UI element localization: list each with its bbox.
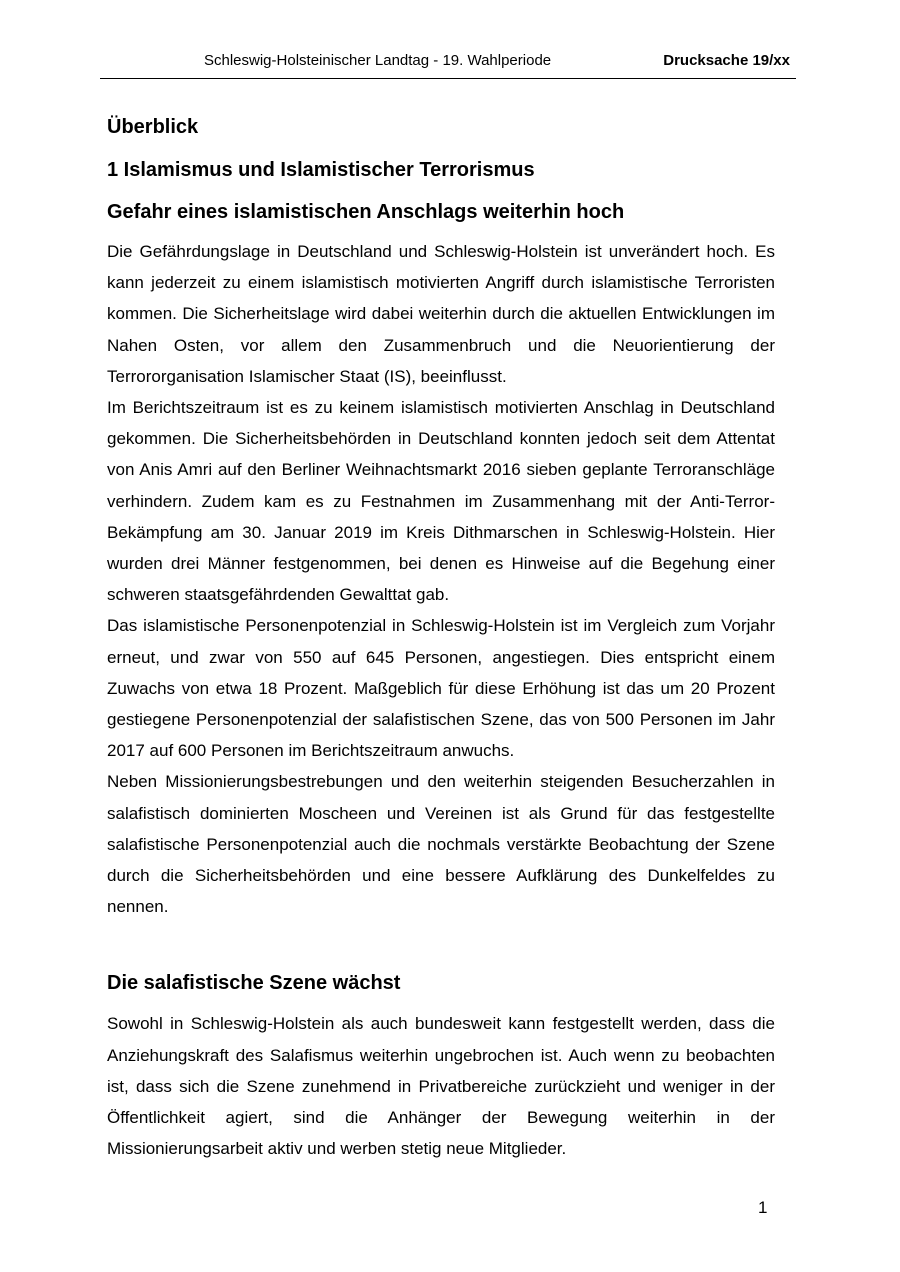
paragraph-1: Die Gefährdungslage in Deutschland und Schleswig-Holstein ist unverändert hoch. Es kann jederzeit zu einem islamistisch motivierten Angriff durch islamistische Terroristen kommen. Die Sicherheitslage wird dabei weiterhin durch die aktuellen Entwicklungen im Nahen Osten, vor allem den Zusammenbruch und die Neuorientierung der Terrororganisation Islamischer Staat (IS), beeinflusst. [107, 242, 775, 386]
paragraph-2: Im Berichtszeitraum ist es zu keinem islamistisch motivierten Anschlag in Deutschland gekommen. Die Sicherheitsbehörden in Deutschland konnten jedoch seit dem Attentat von Anis Amri auf den Berliner Weihnachtsmarkt 2016 sieben geplante Terroranschläge verhindern. Zudem kam es zu Festnahmen im Zusammenhang mit der Anti-Terror-Bekämpfung am 30. Januar 2019 im Kreis Dithmarschen in Schleswig-Holstein. Hier wurden drei Männer festgenommen, bei denen es Hinweise auf die Begehung einer schweren staatsgefährdenden Gewalttat gab. [107, 398, 775, 605]
header-title: Schleswig-Holsteinischer Landtag - 19. Wahlperiode [204, 52, 552, 69]
paragraph-3: Das islamistische Personenpotenzial in Schleswig-Holstein ist im Vergleich zum Vorjahr erneut, und zwar von 550 auf 645 Personen, angestiegen. Dies entspricht einem Zuwachs von etwa 18 Prozent. Maßgeblich für diese Erhöhung ist das um 20 Prozent gestiegene Personenpotenzial der salafistischen Szene, das von 500 Personen im Jahr 2017 auf 600 Personen im Berichtszeitraum anwuchs. [107, 616, 775, 761]
heading-salafist: Die salafistische Szene wächst [107, 972, 401, 995]
page-number: 1 [758, 1198, 768, 1217]
page-header [100, 50, 796, 79]
document-body [107, 112, 775, 1164]
paragraph-5: Sowohl in Schleswig-Holstein als auch bundesweit kann festgestellt werden, dass die Anziehungskraft des Salafismus weiterhin ungebrochen ist. Auch wenn zu beobachten ist, dass sich die Szene zunehmend in Privatbereiche zurückzieht und weniger in der Öffentlichkeit agiert, sind die Anhänger der Bewegung weiterhin in der Missionierungsarbeit aktiv und werben stetig neue Mitglieder. [107, 1014, 775, 1159]
heading-ueberblick: Überblick [107, 116, 199, 138]
header-drucksache: Drucksache 19/xx [663, 52, 790, 69]
heading-gefahr: Gefahr eines islamistischen Anschlags weiterhin hoch [107, 201, 625, 223]
heading-section-1: 1 Islamismus und Islamistischer Terrorismus [107, 159, 535, 181]
paragraph-4: Neben Missionierungsbestrebungen und den weiterhin steigenden Besucherzahlen in salafistisch dominierten Moscheen und Vereinen ist als Grund für das festgestellte salafistische Personenpotenzial auch die nochmals verstärkte Beobachtung der Szene durch die Sicherheitsbehörden und eine bessere Aufklärung des Dunkelfeldes zu nennen. [107, 772, 775, 917]
